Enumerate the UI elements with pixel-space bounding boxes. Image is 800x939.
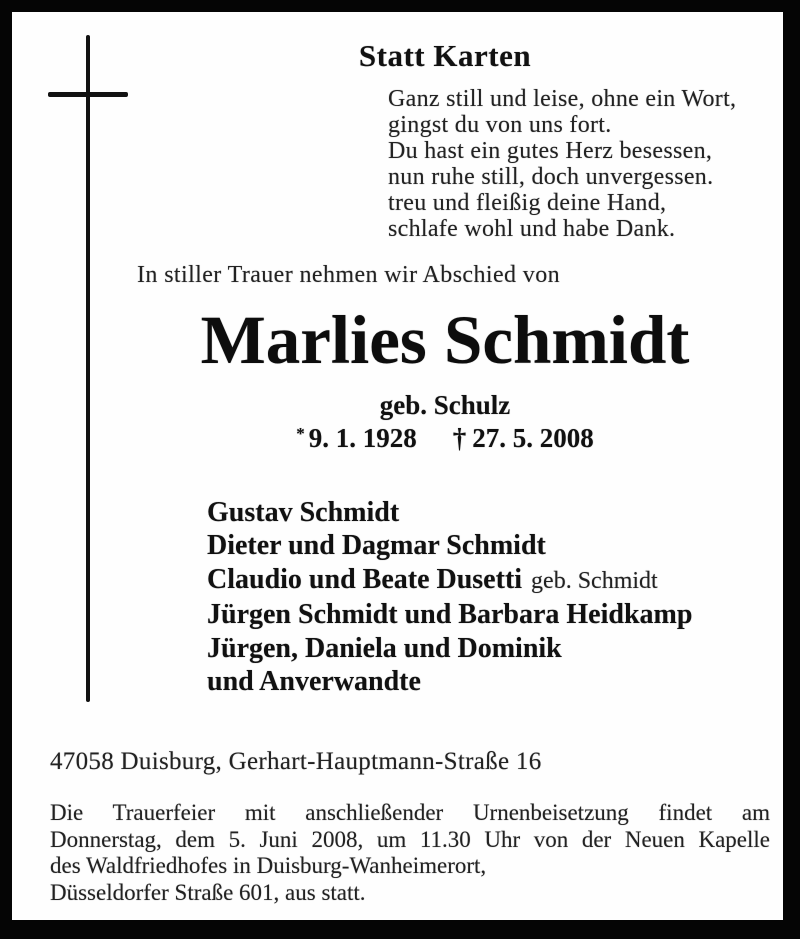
- header-statt-karten: Statt Karten: [358, 38, 532, 73]
- poem-line: Ganz still und leise, ohne ein Wort,: [388, 86, 737, 112]
- address-line: 47058 Duisburg, Gerhart-Hauptmann-Straße 16: [50, 748, 542, 775]
- mourner-line: Dieter und Dagmar Schmidt: [207, 530, 546, 562]
- funeral-line: des Waldfriedhofes in Duisburg-Wanheimerort,: [50, 853, 487, 878]
- mourner-maiden-suffix: geb. Schmidt: [531, 567, 658, 594]
- funeral-line: Die Trauerfeier mit anschließender Urnenbeisetzung findet am: [50, 800, 770, 825]
- poem: [388, 86, 736, 242]
- mourner-line: Gustav Schmidt: [207, 497, 400, 528]
- birth-star-icon: *: [296, 424, 305, 443]
- mourner-line: Jürgen, Daniela und Dominik: [207, 632, 562, 664]
- mourners-list: [207, 496, 692, 698]
- obituary-card: [12, 12, 783, 920]
- poem-line: nun ruhe still, doch unvergessen.: [388, 164, 714, 190]
- poem-line: Du hast ein gutes Herz besessen,: [388, 138, 713, 164]
- mourner-line: und Anverwandte: [207, 666, 421, 698]
- deceased-name: Marlies Schmidt: [200, 302, 690, 378]
- funeral-line: Donnerstag, dem 5. Juni 2008, um 11.30 Uhr von der Neuen Kapelle: [50, 826, 770, 852]
- birth-date: 9. 1. 1928: [308, 423, 417, 453]
- intro-line: In stiller Trauer nehmen wir Abschied von: [137, 262, 561, 288]
- life-dates: [100, 423, 790, 454]
- poem-line: gingst du von uns fort.: [388, 112, 612, 138]
- mourner-line: Jürgen Schmidt und Barbara Heidkamp: [207, 599, 693, 631]
- maiden-name: geb. Schulz: [379, 390, 511, 420]
- death-dagger-icon: †: [452, 423, 467, 453]
- funeral-line: Düsseldorfer Straße 601, aus statt.: [50, 879, 366, 905]
- cross-horizontal-bar: [48, 92, 128, 97]
- poem-line: schlafe wohl und habe Dank.: [388, 216, 676, 242]
- mourner-line: Claudio und Beate Dusetti geb. Schmidt: [207, 563, 658, 595]
- cross-vertical-bar: [86, 35, 90, 702]
- death-date: 27. 5. 2008: [472, 423, 594, 453]
- poem-line: treu und fleißig deine Hand,: [388, 190, 667, 216]
- funeral-details: [50, 800, 770, 906]
